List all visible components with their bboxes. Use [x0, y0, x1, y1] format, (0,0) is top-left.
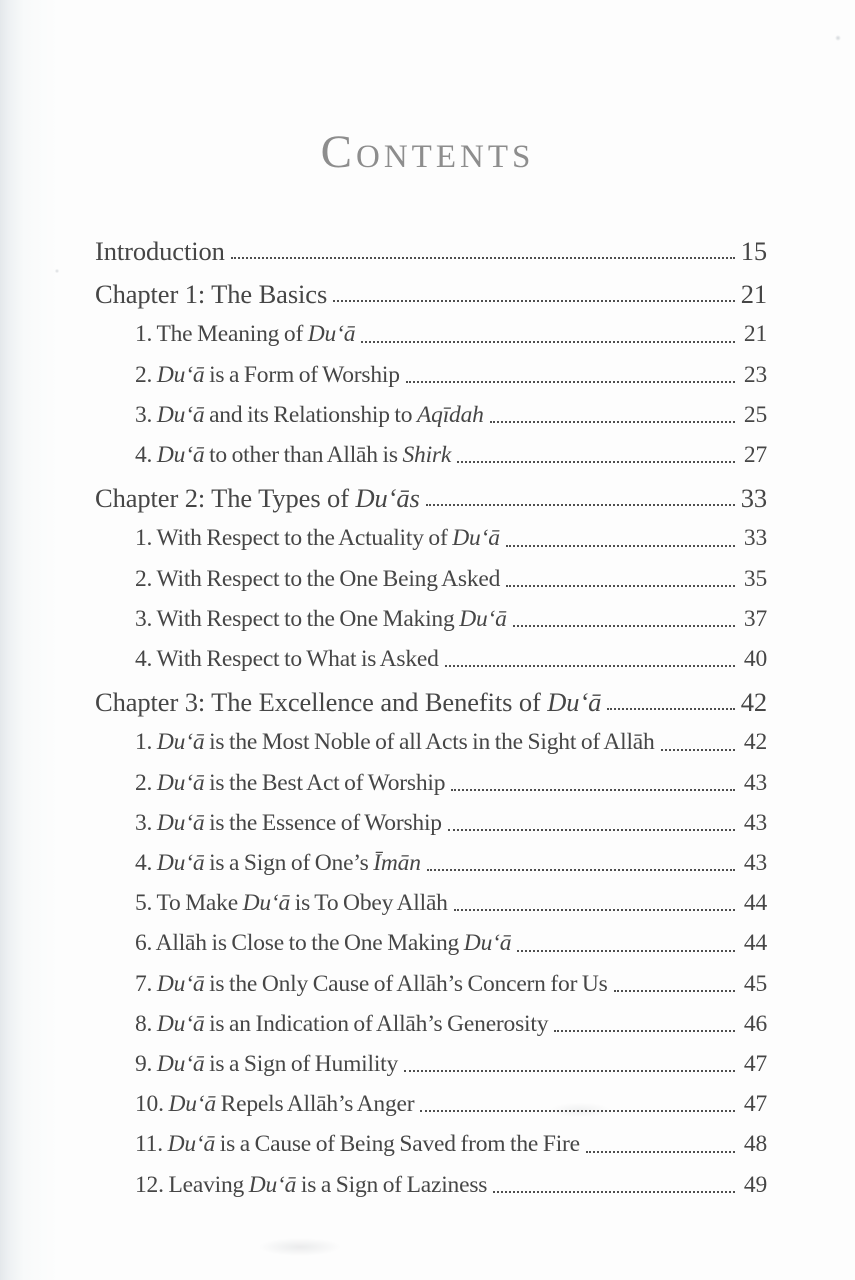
toc-entry — [95, 274, 767, 314]
toc-entry — [95, 435, 767, 475]
entry-text: 8. Du‘ā is an Indication of Allāh’s Generosity — [135, 1010, 549, 1037]
toc-entry — [95, 231, 767, 271]
dot-leader — [493, 1191, 735, 1193]
entry-page: 42 — [740, 687, 767, 718]
dot-leader — [506, 585, 735, 587]
entry-text: 1. The Meaning of Du‘ā — [135, 321, 356, 348]
page-title: Contents — [320, 126, 535, 179]
entry-text: 1. With Respect to the Actuality of Du‘ā — [135, 525, 500, 552]
dot-leader — [406, 381, 735, 383]
dot-leader — [231, 257, 735, 259]
dot-leader — [333, 300, 735, 302]
toc-entry — [95, 478, 767, 518]
entry-page: 44 — [743, 890, 767, 917]
toc-list — [95, 231, 767, 1205]
entry-page: 43 — [743, 809, 767, 836]
entry-page: 15 — [740, 236, 767, 266]
entry-page: 21 — [743, 321, 767, 348]
entry-page: 47 — [743, 1091, 767, 1118]
toc-entry — [95, 395, 767, 435]
entry-text: 3. Du‘ā is the Essence of Worship — [135, 809, 442, 836]
entry-text: 4. With Respect to What is Asked — [135, 646, 439, 673]
entry-text: 5. To Make Du‘ā is To Obey Allāh — [135, 890, 448, 917]
toc-entry — [95, 843, 767, 883]
dot-leader — [404, 1070, 735, 1072]
dot-leader — [420, 1110, 735, 1112]
entry-page: 21 — [740, 279, 767, 310]
dot-leader — [607, 708, 735, 710]
entry-text: 10. Du‘ā Repels Allāh’s Anger — [135, 1091, 415, 1118]
entry-text: 7. Du‘ā is the Only Cause of Allāh’s Concern for Us — [135, 970, 608, 997]
entry-page: 46 — [743, 1010, 767, 1037]
entry-page: 43 — [743, 769, 767, 796]
entry-text: Chapter 1: The Basics — [95, 279, 328, 310]
entry-page: 33 — [740, 483, 767, 514]
toc-entry — [95, 1124, 767, 1164]
entry-page: 43 — [743, 850, 767, 877]
entry-page: 49 — [743, 1171, 767, 1198]
entry-page: 40 — [743, 646, 767, 673]
dot-leader — [451, 789, 735, 791]
entry-text: 11. Du‘ā is a Cause of Being Saved from the Fire — [135, 1131, 580, 1158]
dot-leader — [361, 341, 735, 343]
toc-entry — [95, 763, 767, 803]
entry-page: 47 — [743, 1051, 767, 1078]
toc-entry — [95, 355, 767, 395]
dot-leader — [554, 1030, 735, 1032]
toc-entry — [95, 803, 767, 843]
entry-page: 23 — [743, 361, 767, 388]
toc-entry — [95, 518, 767, 558]
dot-leader — [517, 950, 735, 952]
dot-leader — [513, 625, 735, 627]
dot-leader — [457, 461, 735, 463]
dot-leader — [614, 990, 735, 992]
entry-page: 37 — [743, 605, 767, 632]
dot-leader — [506, 545, 735, 547]
toc-entry — [95, 682, 767, 722]
entry-text: 6. Allāh is Close to the One Making Du‘ā — [135, 930, 512, 957]
toc-entry — [95, 1004, 767, 1044]
entry-page: 27 — [743, 442, 767, 469]
dot-leader — [427, 869, 735, 871]
entry-text: 2. Du‘ā is a Form of Worship — [135, 361, 400, 388]
entry-text: 2. With Respect to the One Being Asked — [135, 565, 501, 592]
entry-text: Chapter 2: The Types of Du‘ās — [95, 483, 420, 514]
entry-text: 3. With Respect to the One Making Du‘ā — [135, 605, 507, 632]
entry-text: 4. Du‘ā is a Sign of One’s Īmān — [135, 850, 421, 877]
entry-text: 9. Du‘ā is a Sign of Humility — [135, 1051, 399, 1078]
toc-entry — [95, 599, 767, 639]
entry-page: 48 — [743, 1131, 767, 1158]
entry-page: 45 — [743, 970, 767, 997]
dot-leader — [490, 421, 735, 423]
entry-text: 2. Du‘ā is the Best Act of Worship — [135, 769, 446, 796]
toc-entry — [95, 923, 767, 963]
entry-page: 44 — [743, 930, 767, 957]
entry-text: 3. Du‘ā and its Relationship to Aqīdah — [135, 401, 484, 428]
entry-text: 4. Du‘ā to other than Allāh is Shirk — [135, 442, 452, 469]
entry-text: Chapter 3: The Excellence and Benefits of Du‘ā — [95, 687, 602, 718]
dot-leader — [426, 504, 735, 506]
dot-leader — [454, 909, 735, 911]
toc-entry — [95, 314, 767, 354]
dot-leader — [448, 829, 735, 831]
dot-leader — [445, 665, 735, 667]
entry-text: 12. Leaving Du‘ā is a Sign of Laziness — [135, 1171, 488, 1198]
toc-entry — [95, 639, 767, 679]
toc-entry — [95, 559, 767, 599]
entry-text: 1. Du‘ā is the Most Noble of all Acts in the Sight of Allāh — [135, 729, 655, 756]
entry-text: Introduction — [95, 236, 225, 266]
toc-entry — [95, 1084, 767, 1124]
toc-entry — [95, 1044, 767, 1084]
dot-leader — [661, 749, 735, 751]
entry-page: 25 — [743, 401, 767, 428]
toc-entry — [95, 1165, 767, 1205]
entry-page: 35 — [743, 565, 767, 592]
entry-page: 42 — [743, 729, 767, 756]
toc-entry — [95, 722, 767, 762]
entry-page: 33 — [743, 525, 767, 552]
dot-leader — [586, 1151, 735, 1153]
toc-entry — [95, 964, 767, 1004]
toc-entry — [95, 883, 767, 923]
